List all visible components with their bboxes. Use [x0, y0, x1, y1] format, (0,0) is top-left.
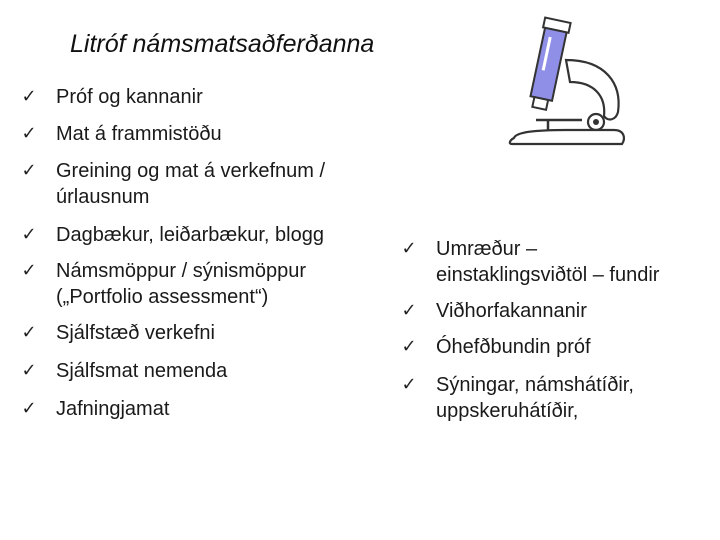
list-item-text: Sjálfstæð verkefni — [56, 322, 215, 344]
list-item-text: uppskeruhátíðir, — [436, 400, 579, 422]
list-item — [18, 84, 203, 110]
list-item — [398, 334, 591, 360]
list-item — [398, 372, 634, 424]
list-item — [18, 222, 324, 248]
check-icon: ✓ — [401, 374, 417, 395]
check-icon: ✓ — [21, 160, 37, 181]
list-item-text: Sjálfsmat nemenda — [56, 360, 228, 382]
check-icon: ✓ — [21, 224, 37, 245]
check-icon: ✓ — [21, 398, 37, 419]
check-icon: ✓ — [401, 238, 417, 259]
check-icon: ✓ — [21, 360, 37, 381]
check-icon: ✓ — [21, 322, 37, 343]
list-item — [18, 358, 227, 384]
list-item — [18, 258, 306, 310]
list-item — [18, 396, 169, 422]
check-icon: ✓ — [21, 123, 37, 144]
slide-title: Litróf námsmatsaðferðanna — [70, 30, 375, 58]
list-item-text: Mat á frammistöðu — [56, 123, 222, 145]
check-icon: ✓ — [21, 86, 37, 107]
list-item-text: Dagbækur, leiðarbækur, blogg — [56, 224, 324, 246]
list-item-text: Umræður – — [436, 238, 538, 260]
check-icon: ✓ — [401, 300, 417, 321]
list-item — [18, 121, 222, 147]
check-icon: ✓ — [401, 336, 417, 357]
list-item — [18, 158, 325, 210]
list-item-text: Viðhorfakannanir — [436, 300, 587, 322]
microscope-icon — [496, 12, 634, 152]
list-item-text: („Portfolio assessment“) — [56, 286, 269, 308]
list-item-text: einstaklingsviðtöl – fundir — [436, 264, 660, 286]
list-item-text: Óhefðbundin próf — [436, 336, 591, 358]
list-item-text: Sýningar, námshátíðir, — [436, 374, 634, 396]
list-item — [398, 298, 587, 324]
list-item — [398, 236, 659, 288]
check-icon: ✓ — [21, 260, 37, 281]
list-item — [18, 320, 215, 346]
list-item-text: úrlausnum — [56, 186, 150, 208]
list-item-text: Jafningjamat — [56, 398, 170, 420]
list-item-text: Námsmöppur / sýnismöppur — [56, 260, 307, 282]
list-item-text: Greining og mat á verkefnum / — [56, 160, 326, 182]
list-item-text: Próf og kannanir — [56, 86, 203, 108]
